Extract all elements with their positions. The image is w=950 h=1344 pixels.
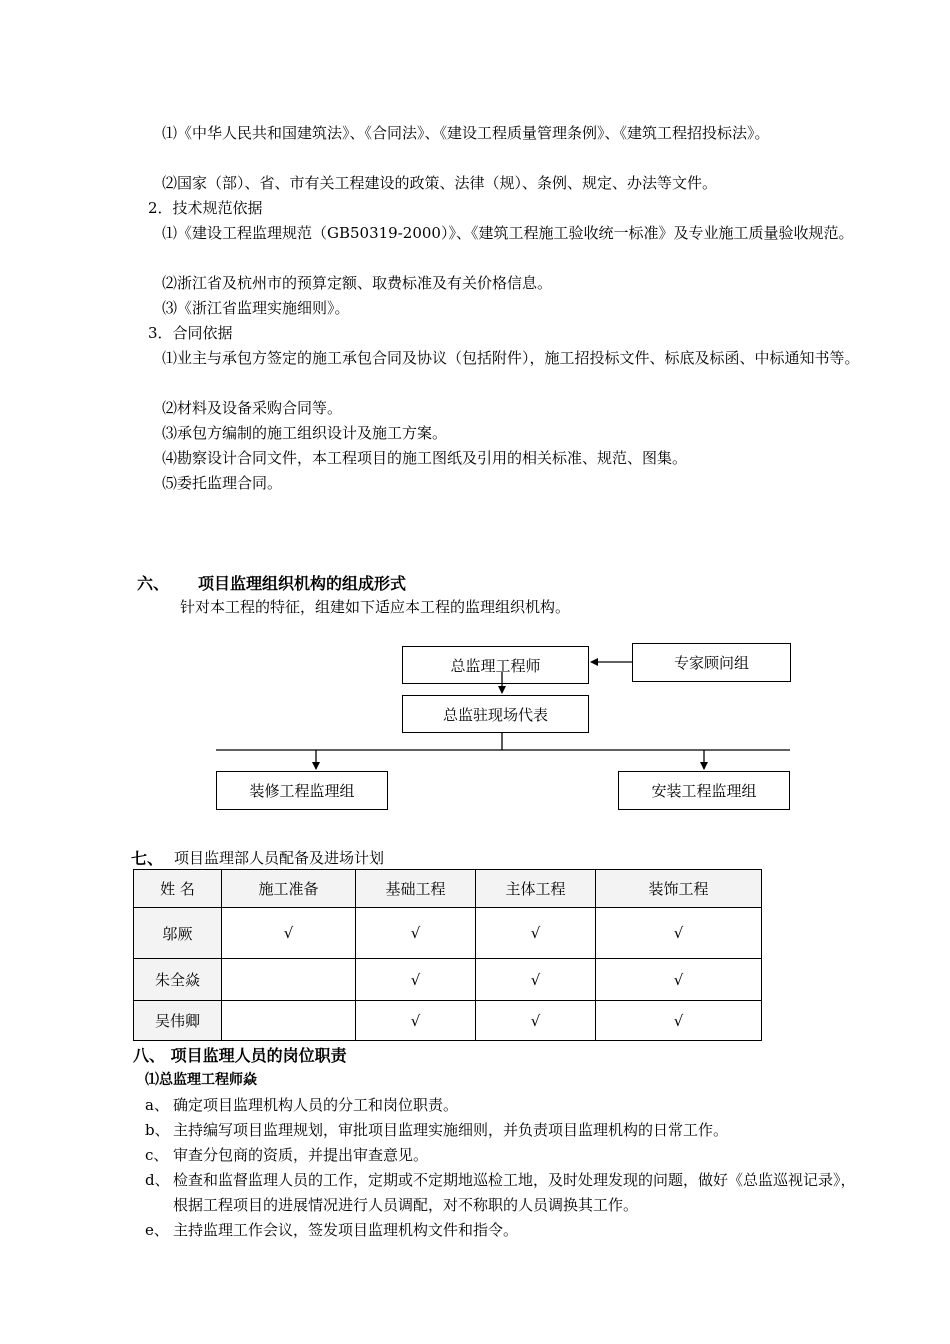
org-rep-box: 总监驻现场代表 bbox=[402, 695, 589, 733]
section8-subheading: ⑴总监理工程师焱 bbox=[145, 1072, 257, 1088]
contract-item-5: ⑸委托监理合同。 bbox=[162, 474, 283, 492]
duty-item bbox=[145, 1168, 865, 1218]
check-cell bbox=[222, 1001, 356, 1041]
table-row bbox=[134, 959, 762, 1001]
table-row bbox=[134, 1001, 762, 1041]
contract-heading: 3．合同依据 bbox=[148, 324, 233, 342]
staff-name: 朱全焱 bbox=[134, 959, 222, 1001]
section6-intro: 针对本工程的特征，组建如下适应本工程的监理组织机构。 bbox=[180, 598, 571, 616]
duty-item bbox=[145, 1093, 865, 1118]
check-cell: √ bbox=[596, 959, 762, 1001]
duty-item bbox=[145, 1118, 865, 1143]
table-header-row bbox=[134, 870, 762, 908]
check-cell: √ bbox=[596, 1001, 762, 1041]
staff-name: 吴伟卿 bbox=[134, 1001, 222, 1041]
duty-marker: b、 bbox=[145, 1121, 170, 1139]
section6-number: 六、 bbox=[137, 574, 170, 593]
org-experts-box: 专家顾问组 bbox=[632, 643, 791, 682]
check-cell: √ bbox=[476, 908, 596, 959]
duty-text: 主持编写项目监理规划，审批项目监理实施细则，并负责项目监理机构的日常工作。 bbox=[173, 1121, 729, 1139]
duty-marker: e、 bbox=[145, 1221, 169, 1239]
contract-item-2: ⑵材料及设备采购合同等。 bbox=[162, 399, 343, 417]
tech-item-2: ⑵浙江省及杭州市的预算定额、取费标准及有关价格信息。 bbox=[162, 274, 553, 292]
duty-item bbox=[145, 1143, 865, 1168]
check-cell: √ bbox=[476, 959, 596, 1001]
section7-title: 项目监理部人员配备及进场计划 bbox=[174, 849, 385, 867]
check-cell: √ bbox=[356, 1001, 476, 1041]
tech-heading: 2．技术规范依据 bbox=[148, 199, 263, 217]
col-header-decoration: 装饰工程 bbox=[596, 870, 762, 908]
section7-number: 七、 bbox=[131, 849, 164, 868]
check-cell: √ bbox=[356, 959, 476, 1001]
tech-item-3: ⑶《浙江省监理实施细则》。 bbox=[162, 299, 350, 317]
duty-text: 确定项目监理机构人员的分工和岗位职责。 bbox=[173, 1096, 459, 1114]
check-cell: √ bbox=[596, 908, 762, 959]
duty-marker: c、 bbox=[145, 1146, 169, 1164]
col-header-structure: 主体工程 bbox=[476, 870, 596, 908]
tech-item-1: ⑴《建设工程监理规范（GB50319-2000）》、《建筑工程施工验收统一标准》及专业施工质量验收规范。 bbox=[162, 224, 854, 242]
org-chief-box: 总监理工程师 bbox=[402, 646, 589, 684]
duty-text: 审查分包商的资质，并提出审查意见。 bbox=[173, 1146, 429, 1164]
table-row bbox=[134, 908, 762, 959]
duty-marker: a、 bbox=[145, 1096, 169, 1114]
contract-item-1: ⑴业主与承包方签定的施工承包合同及协议（包括附件），施工招投标文件、标底及标函、中标通知书等。 bbox=[162, 349, 860, 367]
section8-title: 八、 项目监理人员的岗位职责 bbox=[133, 1046, 347, 1065]
staff-name: 邬厥 bbox=[134, 908, 222, 959]
check-cell bbox=[222, 959, 356, 1001]
check-cell: √ bbox=[356, 908, 476, 959]
col-header-foundation: 基础工程 bbox=[356, 870, 476, 908]
staff-table bbox=[133, 869, 762, 1041]
duty-item bbox=[145, 1218, 865, 1243]
col-header-prep: 施工准备 bbox=[222, 870, 356, 908]
law-item-1: ⑴《中华人民共和国建筑法》、《合同法》、《建设工程质量管理条例》、《建筑工程招投标法》。 bbox=[162, 124, 770, 142]
duty-text: 主持监理工作会议，签发项目监理机构文件和指令。 bbox=[173, 1221, 519, 1239]
check-cell: √ bbox=[476, 1001, 596, 1041]
law-item-2: ⑵国家（部）、省、市有关工程建设的政策、法律（规）、条例、规定、办法等文件。 bbox=[162, 174, 718, 192]
contract-item-4: ⑷勘察设计合同文件，本工程项目的施工图纸及引用的相关标准、规范、图集。 bbox=[162, 449, 688, 467]
duty-text: 检查和监督监理人员的工作，定期或不定期地巡检工地，及时处理发现的问题，做好《总监巡视记录》，根据工程项目的进展情况进行人员调配，对不称职的人员调换其工作。 bbox=[173, 1171, 856, 1214]
section6-title: 项目监理组织机构的组成形式 bbox=[198, 574, 407, 593]
duty-marker: d、 bbox=[145, 1171, 170, 1189]
org-decor-box: 装修工程监理组 bbox=[216, 771, 388, 810]
org-install-box: 安装工程监理组 bbox=[618, 771, 790, 810]
contract-item-3: ⑶承包方编制的施工组织设计及施工方案。 bbox=[162, 424, 448, 442]
check-cell: √ bbox=[222, 908, 356, 959]
col-header-name: 姓 名 bbox=[134, 870, 222, 908]
